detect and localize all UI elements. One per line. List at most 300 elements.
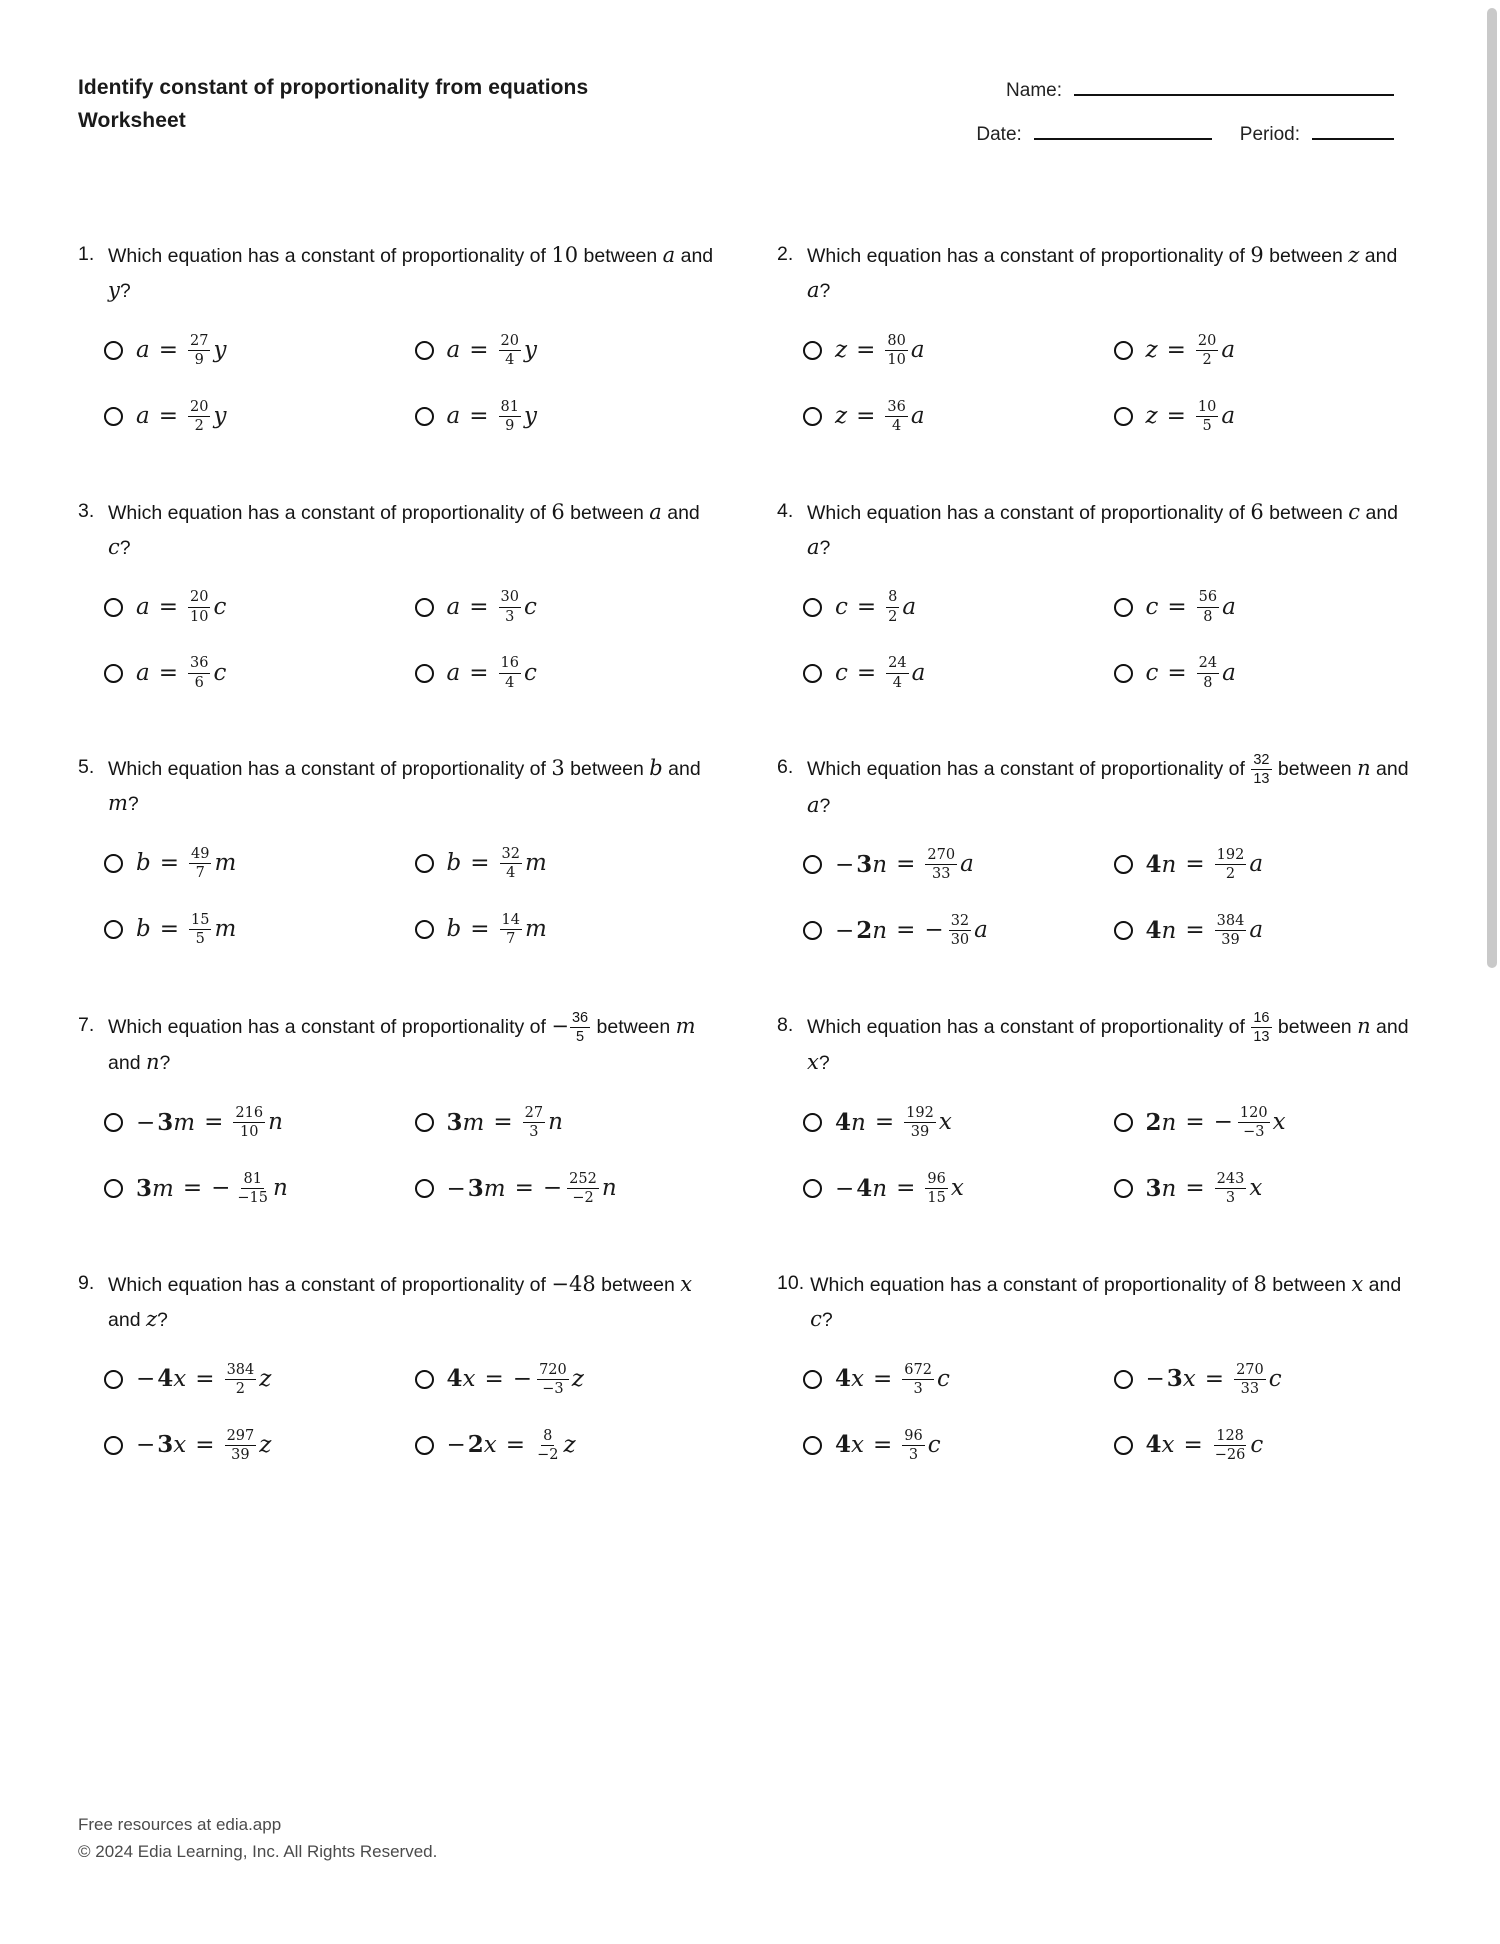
radio-button-icon[interactable] [803,1113,822,1132]
answer-expression: a = $\frac{27}{9}$ y [136,332,227,369]
question-number: 2. [777,243,794,265]
answer-expression: −3x = $\frac{297}{39}$ z [136,1427,272,1463]
footer [78,1811,437,1866]
radio-button-icon[interactable] [1114,341,1133,360]
variable-1: a [662,243,676,267]
fraction-denominator: −3 [542,1380,564,1397]
fraction-numerator: 243 [1215,1171,1247,1189]
footer-copyright: © 2024 Edia Learning, Inc. All Rights Reserved. [78,1842,438,1862]
answer-option-4[interactable] [415,653,716,693]
fraction-denominator: 3 [505,608,515,625]
variable-2: a [807,792,820,817]
radio-button-icon[interactable] [104,664,123,683]
question-stem [78,1009,715,1081]
fraction-denominator: 33 [1240,1380,1260,1397]
fraction-numerator: 720 [537,1362,569,1380]
fraction [225,1428,257,1463]
fraction-numerator: 24 [886,655,908,673]
answer-option-3[interactable] [104,653,405,693]
answer-options [777,845,1414,951]
variable-2: m [108,791,128,816]
answer-expression: −2x = $\frac{8}{-2}$ z [446,1427,576,1463]
date-input-line[interactable] [1034,138,1212,140]
answer-expression: 3m = − $\frac{81}{-15}$ n [136,1171,288,1207]
constant-value: −48 [551,1271,596,1296]
answer-expression: −3n = $\frac{270}{33}$ a [835,847,974,883]
answer-expression: a = $\frac{20}{4}$ y [446,332,537,369]
fraction-denominator: 4 [505,352,515,369]
answer-expression: a = $\frac{36}{6}$ c [136,655,227,691]
fraction-numerator: 14 [500,912,522,930]
fraction [188,589,210,624]
fraction-numerator: 192 [1215,847,1247,865]
fraction-numerator: 32 [1251,752,1271,770]
radio-button-icon[interactable] [803,664,822,683]
fraction-numerator: 24 [1197,655,1219,673]
fraction [499,399,521,434]
question-text: Which equation has a constant of proportionality of − $\frac{36}{5}$ between m and n? [108,1010,696,1075]
question-number: 1. [78,243,95,265]
answer-options [78,1359,715,1465]
question-7 [78,1009,715,1209]
variable-1: z [1348,243,1360,267]
fraction-numerator: 192 [904,1105,936,1123]
fraction [567,1171,599,1206]
question-number: 8. [777,1013,794,1036]
answer-option-4[interactable] [1114,397,1415,437]
radio-button-icon[interactable] [1114,1113,1133,1132]
answer-option-1[interactable] [803,845,1104,885]
answer-option-4[interactable] [1114,653,1415,693]
radio-button-icon[interactable] [1114,407,1133,426]
fraction [189,846,211,881]
answer-expression: z = $\frac{10}{5}$ a [1145,398,1236,435]
answer-expression: c = $\frac{56}{8}$ a [1145,589,1236,625]
answer-expression: −2n = − $\frac{32}{30}$ a [835,913,988,949]
question-number: 9. [78,1271,95,1294]
radio-button-icon[interactable] [1114,921,1133,940]
question-4 [777,495,1414,694]
answer-option-1[interactable] [104,587,405,627]
fraction-numerator: 27 [523,1105,545,1123]
fraction-numerator: 8 [541,1428,554,1446]
answer-expression: 4n = $\frac{384}{39}$ a [1145,913,1264,949]
variable-1: c [1348,499,1361,524]
fraction-denominator: 13 [1253,1029,1270,1046]
question-text: Which equation has a constant of proportionality of $\frac{16}{13}$ between n and x? [807,1010,1409,1075]
fraction-numerator: 96 [925,1171,947,1189]
radio-button-icon[interactable] [104,598,123,617]
page-title-line-2: Worksheet [78,108,186,132]
period-label: Period: [1239,124,1300,145]
radio-button-icon[interactable] [104,1179,123,1198]
fraction-numerator: 270 [1234,1362,1266,1380]
fraction-numerator: 15 [189,912,211,930]
variable-1: b [649,756,663,781]
answer-expression: c = $\frac{24}{8}$ a [1145,655,1236,691]
fraction [570,1010,590,1045]
fraction-denominator: 7 [195,865,205,882]
fraction [1196,399,1218,434]
fraction-numerator: 120 [1238,1105,1270,1123]
answer-expression: b = $\frac{14}{7}$ m [446,911,547,948]
fraction-numerator: 81 [241,1171,263,1189]
fraction [925,1171,947,1206]
answer-expression: a = $\frac{16}{4}$ c [446,655,537,691]
variable-1: n [1357,756,1371,781]
fraction-denominator: 4 [506,865,516,882]
fraction [535,1428,560,1463]
question-text: Which equation has a constant of proportionality of 10 between a and y? [108,243,714,303]
radio-button-icon[interactable] [415,1436,434,1455]
variable-1: m [675,1013,696,1038]
answer-option-1[interactable] [803,331,1104,371]
radio-button-icon[interactable] [415,407,434,426]
question-number: 6. [777,756,794,779]
radio-button-icon[interactable] [104,854,123,873]
radio-button-icon[interactable] [803,855,822,874]
fraction-numerator: 216 [233,1105,265,1123]
date-period-row [976,124,1394,146]
fraction-numerator: 81 [499,399,521,417]
fraction-numerator: 16 [1251,1010,1271,1028]
fraction-denominator: −3 [1243,1124,1265,1141]
radio-button-icon[interactable] [1114,1179,1133,1198]
footer-resources: Free resources at edia.app [78,1814,282,1834]
fraction [1213,1428,1248,1463]
answer-option-3[interactable] [803,1169,1104,1209]
answer-expression: b = $\frac{32}{4}$ m [446,845,547,882]
scrollbar[interactable] [1484,0,1500,1944]
answer-options [78,331,715,437]
constant-value: 9 [1250,243,1264,267]
answer-option-3[interactable] [803,653,1104,693]
radio-button-icon[interactable] [104,1436,123,1455]
date-label: Date: [976,124,1022,145]
fraction-denominator: 3 [529,1124,539,1141]
fraction [1197,589,1219,624]
answer-expression: −3m = − $\frac{252}{-2}$ n [446,1171,617,1207]
fraction-denominator: 30 [950,932,970,949]
answer-expression: 4n = $\frac{192}{39}$ x [835,1105,952,1141]
radio-button-icon[interactable] [803,341,822,360]
fraction [1196,333,1218,368]
question-3 [78,495,715,694]
radio-button-icon[interactable] [1114,1436,1133,1455]
fraction-denominator: −15 [237,1190,268,1207]
constant-value: 10 [551,243,579,267]
answer-options [78,844,715,950]
answer-option-2[interactable] [1114,587,1415,627]
fraction-denominator: 15 [927,1190,946,1207]
radio-button-icon[interactable] [415,1113,434,1132]
radio-button-icon[interactable] [104,341,123,360]
fraction-denominator: 3 [913,1380,923,1397]
fraction-denominator: 3 [1225,1190,1236,1207]
question-6 [777,751,1414,951]
answer-expression: a = $\frac{81}{9}$ y [446,398,537,435]
radio-button-icon[interactable] [415,854,434,873]
question-1 [78,238,715,437]
answer-expression: 4x = $\frac{128}{-26}$ c [1145,1427,1264,1463]
radio-button-icon[interactable] [1114,664,1133,683]
answer-option-3[interactable] [104,910,405,950]
answer-expression: a = $\frac{20}{2}$ y [136,398,227,435]
fraction-numerator: 27 [188,333,210,351]
question-8 [777,1009,1414,1209]
answer-option-2[interactable] [415,331,716,371]
answer-option-3[interactable] [803,1425,1104,1465]
variable-2: c [810,1307,822,1332]
answer-option-3[interactable] [104,1425,405,1465]
fraction-numerator: 36 [885,399,907,417]
answer-option-1[interactable] [104,1103,405,1143]
fraction-numerator: 128 [1214,1428,1246,1446]
answer-option-4[interactable] [1114,1425,1415,1465]
variable-2: a [807,534,820,559]
fraction [523,1105,545,1140]
fraction [188,399,210,434]
answer-option-4[interactable] [415,397,716,437]
variable-2: y [108,278,120,303]
fraction [1251,752,1271,787]
fraction [904,1105,936,1140]
fraction [499,333,521,368]
answer-option-1[interactable] [104,844,405,884]
variable-2: x [807,1050,819,1075]
answer-option-4[interactable] [415,1425,716,1465]
answer-expression: c = $\frac{24}{4}$ a [835,655,926,691]
name-input-line[interactable] [1074,94,1394,96]
constant-value: 6 [1250,499,1264,524]
fraction [902,1428,924,1463]
worksheet-header [0,0,1484,146]
scrollbar-thumb[interactable] [1487,8,1497,968]
answer-option-2[interactable] [415,1103,716,1143]
answer-option-2[interactable] [415,587,716,627]
fraction-denominator: 5 [1202,418,1212,435]
radio-button-icon[interactable] [104,1113,123,1132]
radio-button-icon[interactable] [1114,1370,1133,1389]
radio-button-icon[interactable] [104,1370,123,1389]
fraction-denominator: 2 [235,1380,246,1397]
question-stem [777,495,1414,566]
answer-option-3[interactable] [104,1169,405,1209]
answer-option-1[interactable] [104,1359,405,1399]
fraction-denominator: 3 [908,1446,919,1463]
fraction [886,589,899,624]
answer-expression: z = $\frac{36}{4}$ a [835,398,925,435]
fraction-denominator: 7 [506,931,516,948]
radio-button-icon[interactable] [803,1179,822,1198]
variable-1: x [680,1271,693,1296]
question-stem [78,1267,715,1338]
fraction [499,589,521,624]
constant-value: 3 [551,756,565,781]
fraction [1215,847,1247,882]
fraction-numerator: 20 [1196,333,1218,351]
answer-expression: b = $\frac{49}{7}$ m [136,845,237,882]
question-stem [777,1009,1414,1081]
fraction [885,399,907,434]
answer-option-4[interactable] [1114,911,1415,951]
fraction [500,912,522,947]
fraction [886,655,908,690]
fraction-denominator: 2 [1202,352,1212,369]
fraction-denominator: 2 [888,608,898,625]
question-5 [78,751,715,951]
radio-button-icon[interactable] [415,598,434,617]
answer-options [78,587,715,693]
fraction-denominator: 8 [1203,608,1213,625]
fraction-denominator: 4 [892,418,902,435]
answer-options [78,1103,715,1209]
answer-option-4[interactable] [1114,1169,1415,1209]
fraction [188,655,210,690]
answer-expression: b = $\frac{15}{5}$ m [136,911,237,948]
fraction [537,1362,569,1397]
question-10 [777,1267,1414,1466]
fraction-denominator: 4 [505,674,515,691]
fraction-numerator: 49 [189,846,211,864]
question-text: Which equation has a constant of proportionality of 8 between x and c? [810,1271,1402,1332]
answer-expression: −4x = $\frac{384}{2}$ z [136,1361,272,1397]
fraction [500,846,522,881]
question-text: Which equation has a constant of proportionality of −48 between x and z? [108,1271,693,1332]
fraction-numerator: 20 [188,589,210,607]
radio-button-icon[interactable] [104,407,123,426]
answer-option-2[interactable] [415,844,716,884]
answer-option-4[interactable] [415,1169,716,1209]
fraction-denominator: −26 [1214,1446,1246,1463]
answer-option-1[interactable] [104,331,405,371]
fraction [902,1362,934,1397]
answer-option-2[interactable] [415,1359,716,1399]
variable-2: n [145,1050,160,1075]
answer-option-3[interactable] [104,397,405,437]
constant-value: 8 [1253,1271,1267,1296]
fraction-denominator: 2 [194,418,204,435]
fraction-denominator: 9 [194,352,204,369]
fraction-denominator: 39 [910,1124,930,1141]
answer-expression: c = $\frac{8}{2}$ a [835,589,917,625]
radio-button-icon[interactable] [415,1370,434,1389]
fraction-numerator: 32 [500,846,522,864]
name-row [976,80,1394,102]
answer-expression: −4n = $\frac{96}{15}$ x [835,1171,964,1207]
fraction-numerator: 36 [188,655,210,673]
answer-option-3[interactable] [803,397,1104,437]
radio-button-icon[interactable] [803,921,822,940]
question-number: 3. [78,499,95,522]
answer-option-2[interactable] [1114,1103,1415,1143]
fraction [1215,1171,1247,1206]
answer-expression: 4x = $\frac{672}{3}$ c [835,1361,950,1397]
fraction [235,1171,270,1206]
fraction-numerator: 270 [925,847,957,865]
answer-option-1[interactable] [803,1103,1104,1143]
fraction-denominator: 4 [892,674,903,691]
variable-1: a [649,499,662,524]
answer-option-4[interactable] [415,910,716,950]
variable-1: n [1357,1013,1371,1038]
variable-2: c [108,534,120,559]
fraction-numerator: 672 [902,1362,934,1380]
question-grid [0,238,1484,1523]
constant-value: 6 [551,499,565,524]
radio-button-icon[interactable] [803,1436,822,1455]
fraction-denominator: 33 [932,866,951,883]
fraction [949,913,971,948]
answer-expression: a = $\frac{30}{3}$ c [446,589,537,625]
radio-button-icon[interactable] [415,1179,434,1198]
answer-options [777,1103,1414,1209]
fraction-numerator: 297 [225,1428,257,1446]
question-number: 5. [78,756,95,779]
fraction-denominator: 39 [1221,932,1240,949]
page-title [78,72,588,137]
answer-expression: z = $\frac{80}{10}$ a [835,332,925,369]
radio-button-icon[interactable] [803,1370,822,1389]
answer-option-2[interactable] [1114,845,1415,885]
page-title-line-1: Identify constant of proportionality from equations [78,76,589,99]
answer-option-1[interactable] [803,1359,1104,1399]
radio-button-icon[interactable] [415,341,434,360]
question-stem [777,751,1414,823]
question-stem [78,495,715,566]
radio-button-icon[interactable] [803,407,822,426]
fraction [225,1362,257,1397]
question-stem [777,1267,1414,1338]
question-number: 7. [78,1013,95,1036]
question-2 [777,238,1414,437]
radio-button-icon[interactable] [415,920,434,939]
fraction-denominator: 39 [231,1446,250,1463]
answer-option-3[interactable] [803,911,1104,951]
fraction-denominator: 6 [194,674,204,691]
fraction-numerator: 252 [567,1171,599,1189]
radio-button-icon[interactable] [415,664,434,683]
answer-options [777,331,1414,437]
question-number: 10. [777,1271,805,1294]
radio-button-icon[interactable] [104,920,123,939]
fraction [1238,1105,1270,1140]
fraction-numerator: 56 [1197,589,1219,607]
answer-option-2[interactable] [1114,331,1415,371]
answer-expression: 3m = $\frac{27}{3}$ n [446,1105,563,1141]
fraction [233,1105,265,1140]
fraction-numerator: 80 [885,333,907,351]
question-text: Which equation has a constant of proportionality of 6 between a and c? [108,499,700,559]
fraction [925,847,957,882]
fraction-numerator: 96 [902,1428,924,1446]
fraction [499,655,521,690]
variable-2: a [807,278,820,303]
radio-button-icon[interactable] [1114,855,1133,874]
answer-option-1[interactable] [803,587,1104,627]
answer-expression: 4n = $\frac{192}{2}$ a [1145,847,1264,883]
radio-button-icon[interactable] [1114,598,1133,617]
period-input-line[interactable] [1312,138,1394,140]
answer-expression: 4x = $\frac{96}{3}$ c [835,1427,941,1463]
answer-option-2[interactable] [1114,1359,1415,1399]
answer-expression: −3m = $\frac{216}{10}$ n [136,1105,283,1141]
question-9 [78,1267,715,1466]
fraction-denominator: 10 [190,608,209,625]
radio-button-icon[interactable] [803,598,822,617]
answer-expression: a = $\frac{20}{10}$ c [136,589,227,625]
variable-1: x [1351,1271,1364,1296]
